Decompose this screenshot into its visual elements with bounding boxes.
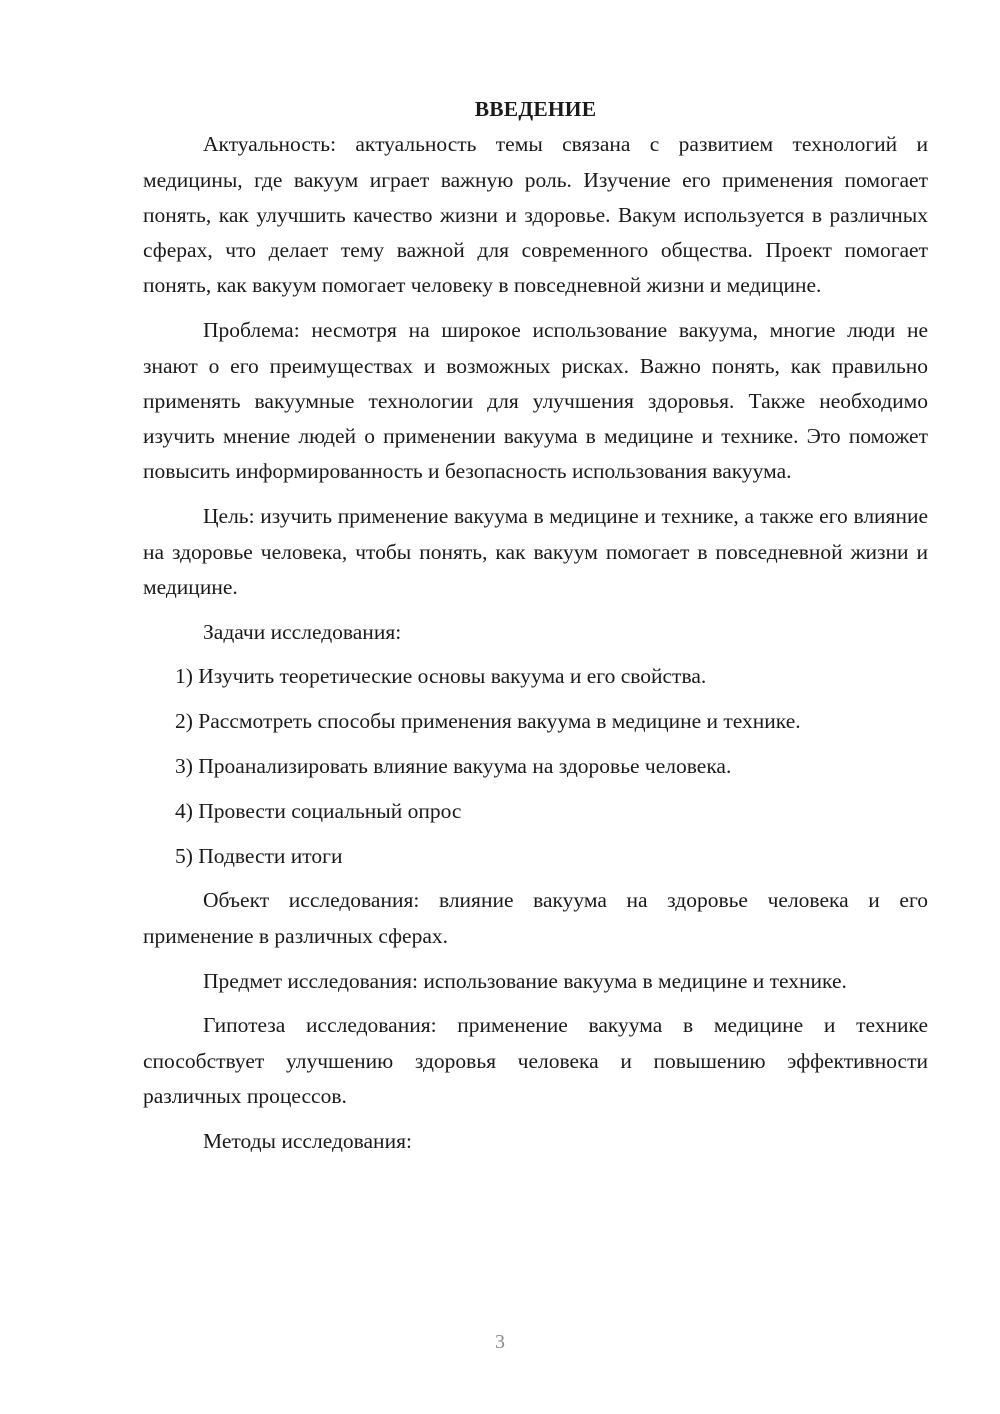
document-page [143,92,928,1169]
goal-paragraph: Цель: изучить применение вакуума в медицине и технике, а также его влияние на здоровье человека, чтобы понять, как вакуум помогает в повседневной жизни и медицине. [143,504,928,599]
page-number: 3 [495,1331,505,1353]
subject-paragraph: Предмет исследования: использование вакуума в медицине и технике. [203,968,847,993]
task-item: 2) Рассмотреть способы применения вакуума в медицине и технике. [175,709,801,734]
methods-heading: Методы исследования: [203,1128,412,1153]
task-item: 5) Подвести итоги [175,843,343,868]
tasks-list [143,659,928,873]
hypothesis-paragraph: Гипотеза исследования: применение вакуума в медицине и технике способствует улучшению здоровья человека и повышению эффективности различных процессов. [143,1013,928,1108]
problem-paragraph: Проблема: несмотря на широкое использование вакуума, многие люди не знают о его преимуществах и возможных рисках. Важно понять, как правильно применять вакуумные технологии для улучшения здоровья. Также необходимо изучить мнение людей о применении вакуума в медицине и технике. Это поможет повысить информированность и безопасность использования вакуума. [143,318,928,484]
object-paragraph: Объект исследования: влияние вакуума на здоровье человека и его применение в различных сферах. [143,888,928,948]
page-title: ВВЕДЕНИЕ [474,97,597,121]
task-item: 1) Изучить теоретические основы вакуума и его свойства. [175,664,707,689]
relevance-paragraph: Актуальность: актуальность темы связана с развитием технологий и медицины, где вакуум играет важную роль. Изучение его применения помогает понять, как улучшить качество жизни и здоровье. Вакум используется в различных сферах, что делает тему важной для современного общества. Проект помогает понять, как вакуум помогает человеку в повседневной жизни и медицине. [143,132,928,298]
tasks-heading: Задачи исследования: [203,619,402,644]
task-item: 4) Провести социальный опрос [175,798,462,823]
task-item: 3) Проанализировать влияние вакуума на здоровье человека. [175,754,732,779]
